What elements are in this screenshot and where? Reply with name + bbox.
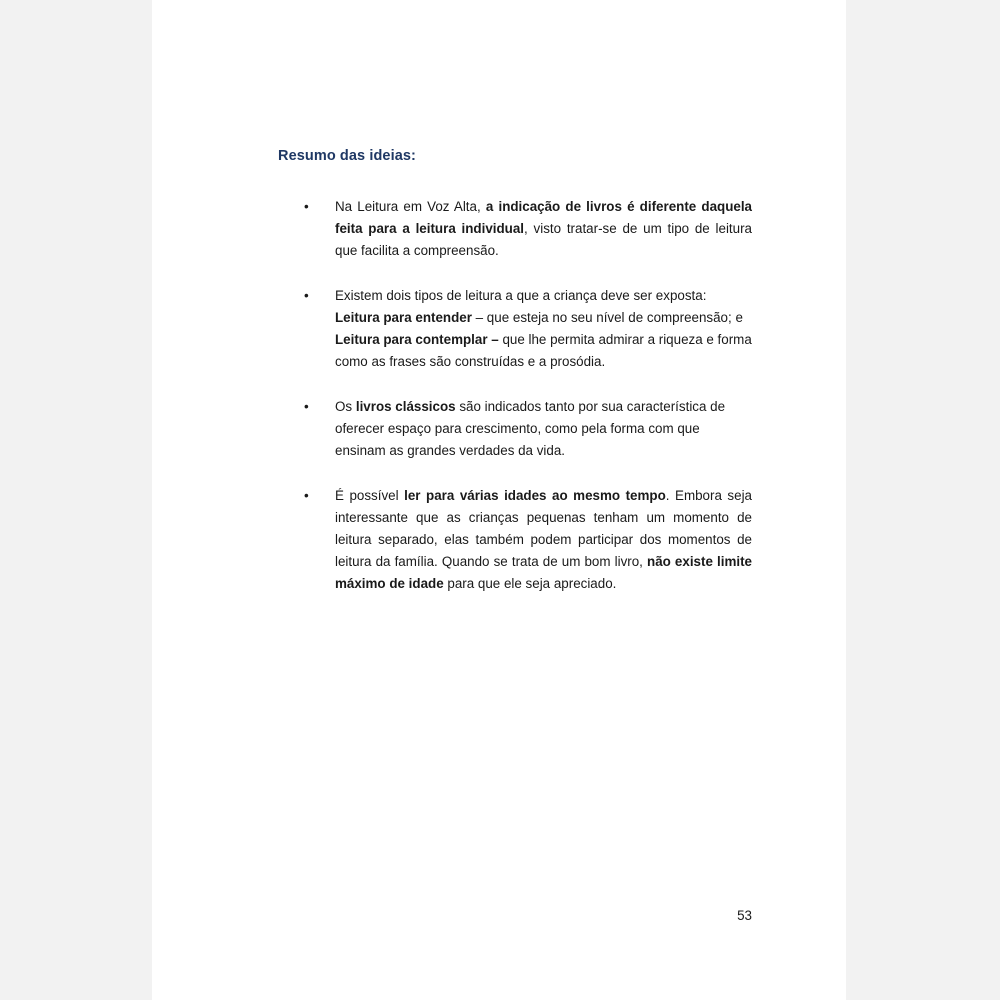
list-item-text [335,396,752,462]
body-text: Os [335,399,356,414]
bullet-icon: • [304,399,309,414]
body-text: . Embora seja interessante que as crianças pequenas tenham um momento de leitura separado, elas também podem participar dos momentos de leitura da família. Quando se trata de um bom livro, [335,488,752,569]
body-text: que lhe permita admirar a riqueza e forma como as frases são construídas e a prosódia. [335,332,752,369]
body-text: – que esteja no seu nível de compreensão; e [471,310,743,325]
emphasis-text: ler para várias idades ao mesmo tempo [404,488,666,503]
list-item-text [335,485,752,595]
list-item [152,285,846,373]
page-number: 53 [737,908,752,923]
body-text: Existem dois tipos de leitura a que a criança deve ser exposta: [335,288,707,303]
emphasis-text: livros clássicos [355,399,456,414]
body-text: Na Leitura em Voz Alta, [335,199,486,214]
list-item [152,196,846,262]
list-item [152,396,846,462]
page-content [152,0,846,1000]
emphasis-text: não existe limite máximo de idade [335,554,752,591]
emphasis-text: a indicação de livros é diferente daquela feita para a leitura individual [335,199,752,236]
body-text: para que ele seja apreciado. [443,576,617,591]
page-title: Resumo das ideias: [278,148,416,164]
bullet-icon: • [304,288,309,303]
list-item-text [335,285,752,373]
emphasis-text: Leitura para contemplar – [335,332,499,347]
bullet-icon: • [304,488,309,503]
list-item [152,485,846,595]
document-page [152,0,846,1000]
body-text: É possível [335,488,405,503]
bullet-icon: • [304,199,309,214]
emphasis-text: Leitura para entender [335,310,472,325]
body-text: , visto tratar-se de um tipo de leitura que facilita a compreensão. [335,221,752,258]
summary-bullet-list [152,196,846,618]
body-text: são indicados tanto por sua característica de oferecer espaço para crescimento, como pela forma com que ensinam as grandes verdades da vida. [335,399,726,458]
list-item-text [335,196,752,262]
